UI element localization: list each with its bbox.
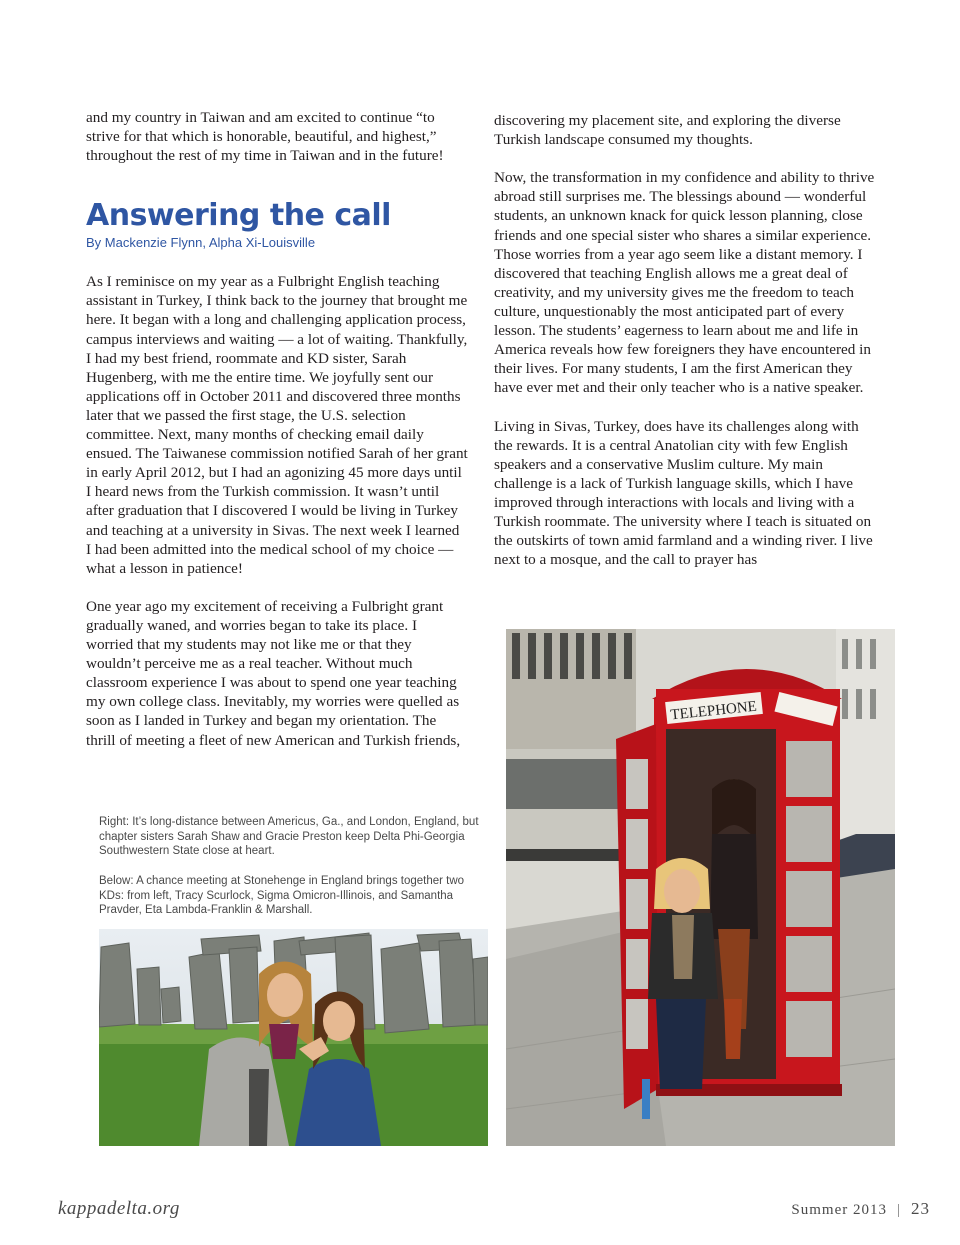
caption-below-photo: Below: A chance meeting at Stonehenge in England brings together two KDs: from left, Tracy Scurlock, Sigma Omicron-Illinois, and Samantha Pravder, Eta Lambda-Franklin & Marshall.	[99, 875, 465, 916]
page-number: 23	[911, 1199, 930, 1218]
stonehenge-photo	[99, 929, 488, 1146]
intro-paragraph: and my country in Taiwan and am excited to continue “to strive for that which is honorable, beautiful, and highest,” throughout the rest of my time in Taiwan and in the future!	[86, 109, 444, 165]
right-column	[494, 111, 879, 588]
stonehenge-illustration	[99, 929, 488, 1146]
body-paragraph: As I reminisce on my year as a Fulbright English teaching assistant in Turkey, I think back to the journey that brought me here. It began with a long and challenging application process, campus interviews and waiting — a lot of waiting. Thankfully, I had my best friend, roommate and KD sister, Sarah Hugenberg, with me the entire time. We joyfully sent our applications off in October 2011 and discovered three months later that we passed the first stage, the U.S. selection committee. Next, many months of checking email daily ensued. The Taiwanese commission notified Sarah of her grant in early April 2012, but I had an agonizing 45 more days until I heard news from the Turkish commission. It wasn’t until after graduation that I discovered I would be living in Turkey and teaching at a university in Sivas. The next week I learned I had been admitted into the medical school of my choice — what a lesson in patience!	[86, 273, 468, 577]
body-paragraph: One year ago my excitement of receiving a Fulbright grant gradually waned, and worries began to take its place. I worried that my students may not like me or that they wouldn’t perceive me as a real teacher. Without much classroom experience I was about to spend one year teaching my own college class. Inevitably, my worries were quelled as soon as I landed in Turkey and began my orientation. The thrill of meeting a fleet of new American and Turkish friends,	[86, 597, 461, 749]
body-paragraph: Living in Sivas, Turkey, does have its challenges along with the rewards. It is a central Anatolian city with few English speakers and a conservative Muslim culture. My main challenge is a lack of Turkish language skills, which I have improved through interactions with locals and living with a Turkish roommate. The university where I teach is situated on the outskirts of town amid farmland and a winding river. I live next to a mosque, and the call to prayer has	[494, 417, 873, 569]
caption-right-photo: Right: It’s long-distance between Americus, Ga., and London, England, but chapter sisters Sarah Shaw and Gracie Preston keep Delta Phi-Georgia Southwestern State close at heart.	[99, 816, 479, 857]
phone-box-illustration	[506, 629, 895, 1146]
article-heading: Answering the call	[86, 198, 391, 234]
phone-box-sign: TELEPHONE	[669, 698, 758, 724]
body-paragraph: Now, the transformation in my confidence and ability to thrive abroad still surprises me. The blessings abound — wonderful students, an unknown knack for quick lesson planning, close friends and one special sister who shares a similar experience. Those worries from a year ago seem like a distant memory. I discovered that teaching English allows me a great deal of creativity, and my university gives me the freedom to teach culture, unquestionably the most anticipated part of every lesson. The students’ eagerness to learn about me and life in America reveals how few foreigners they have encountered in their lives. For many students, I am the first American they have ever met and their only teacher who is a native speaker.	[494, 169, 875, 397]
left-column	[86, 108, 468, 769]
body-paragraph: discovering my placement site, and exploring the diverse Turkish landscape consumed my thoughts.	[494, 112, 841, 149]
footer-site: kappadelta.org	[58, 1198, 180, 1219]
article-byline: By Mackenzie Flynn, Alpha Xi-Louisville	[86, 235, 316, 251]
footer-issue-info	[791, 1199, 930, 1219]
phone-box-photo	[506, 629, 895, 1146]
footer-issue: Summer 2013	[791, 1202, 887, 1218]
footer-separator: |	[896, 1202, 901, 1218]
